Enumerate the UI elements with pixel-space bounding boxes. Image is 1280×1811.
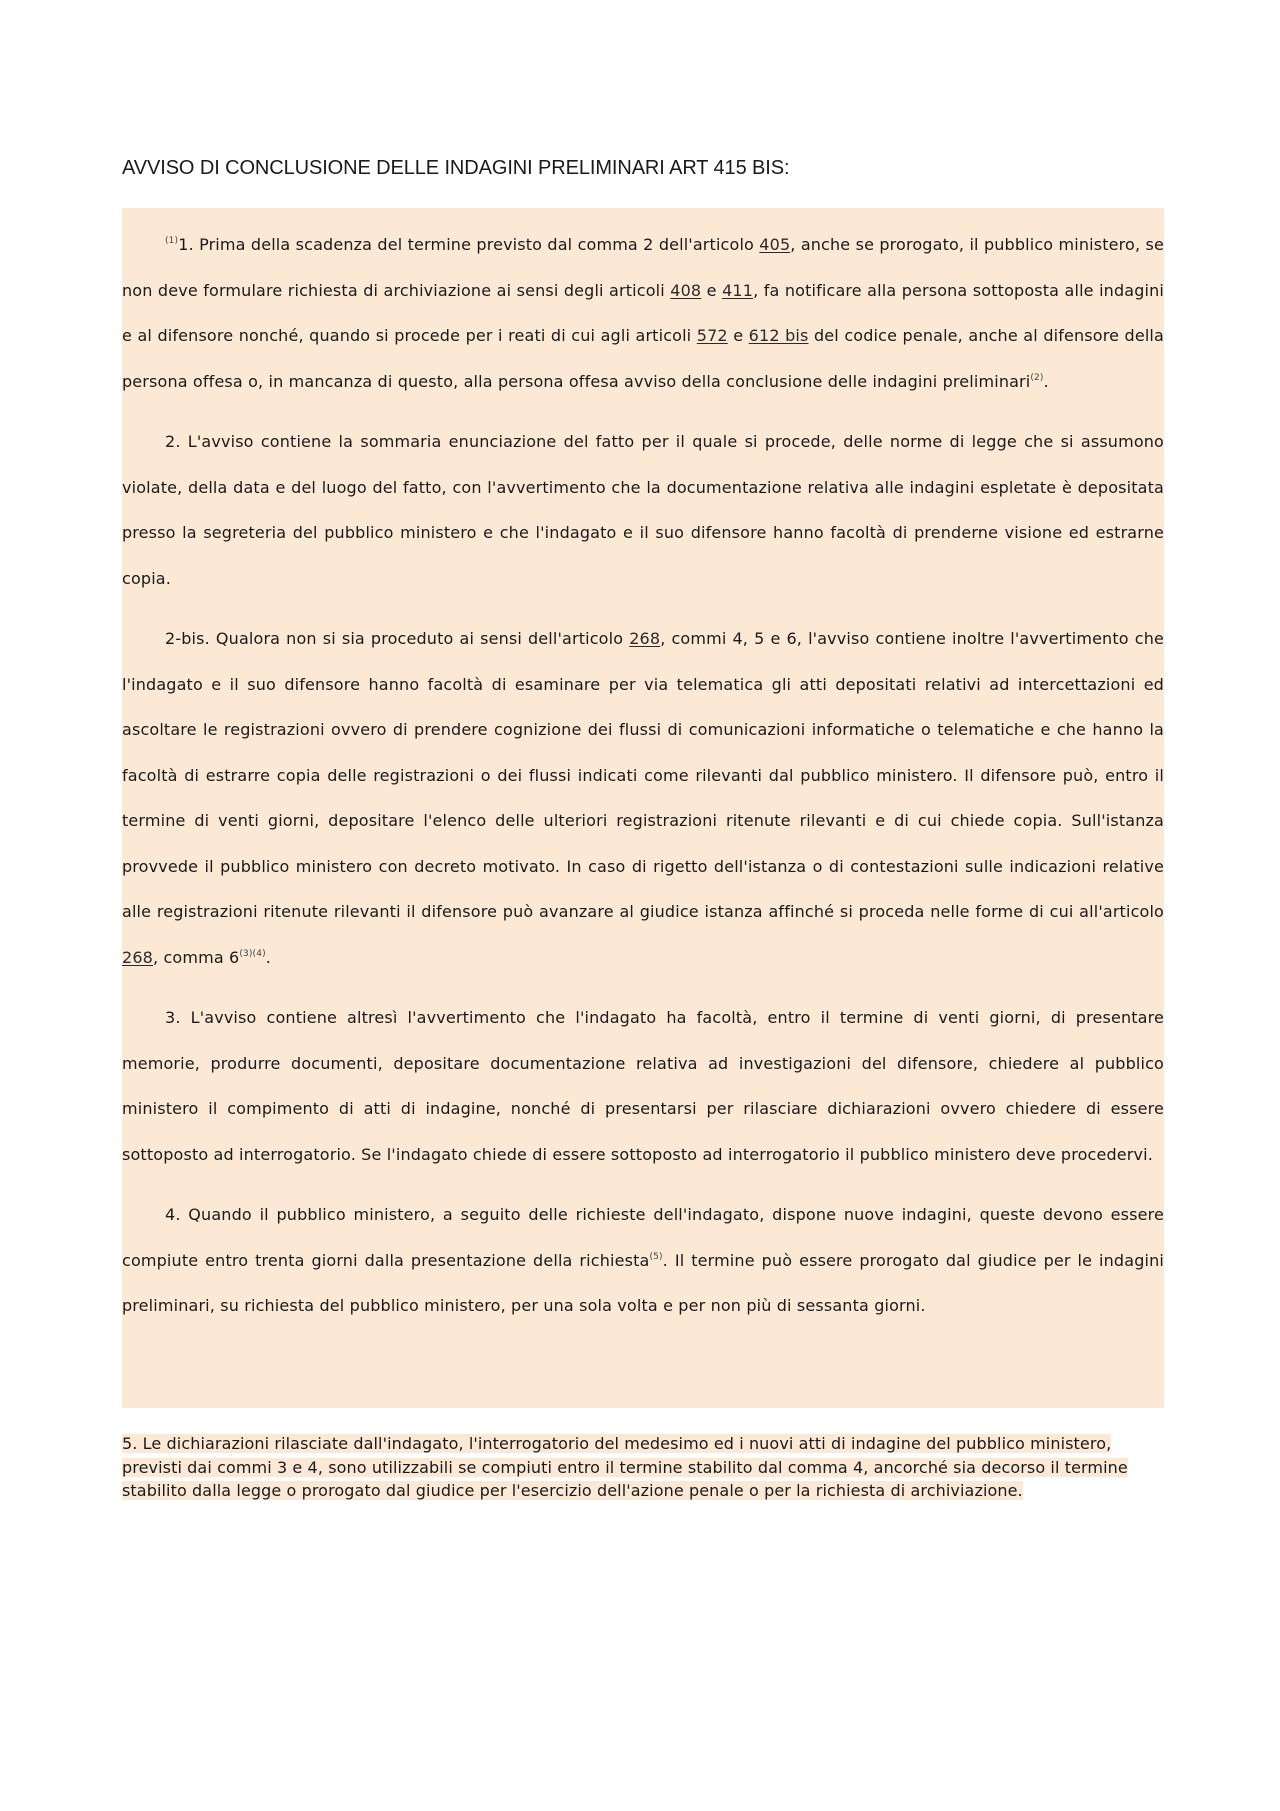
paragraph-1-text-f: del codice penale, anche al difensore della persona offesa o, in mancanza di questo, alla persona offesa avviso della conclusione delle indagini preliminari [122,326,1164,391]
link-article-268-second[interactable]: 268 [122,947,153,967]
link-article-408[interactable]: 408 [670,280,702,300]
paragraph-2-bis-text-b: , commi 4, 5 e 6, l'avviso contiene inoltre l'avvertimento che l'indagato e il suo difensore hanno facoltà di esaminare per via telematica gli atti depositati relativi ad intercettazioni ed ascoltare le registrazioni ovvero di prendere cognizione dei flussi di comunicazioni informatiche o telematiche e che hanno la facoltà di estrarre copia delle registrazioni o dei flussi indicati come rilevanti dal pubblico ministero. Il difensore può, entro il termine di venti giorni, depositare l'elenco delle ulteriori registrazioni ritenute rilevanti e di cui chiede copia. Sull'istanza provvede il pubblico ministero con decreto motivato. In caso di rigetto dell'istanza o di contestazioni sulle indicazioni relative alle registrazioni ritenute rilevanti il difensore può avanzare al giudice istanza affinché si proceda nelle forme di cui all'articolo [122,629,1164,921]
link-article-268[interactable]: 268 [629,629,661,648]
paragraph-4 [122,1192,1164,1329]
page-title: AVVISO DI CONCLUSIONE DELLE INDAGINI PRELIMINARI ART 415 BIS: [122,157,790,179]
paragraph-2-bis [122,616,1164,980]
article-body [122,208,1164,1408]
link-article-405[interactable]: 405 [759,235,791,254]
paragraph-2-bis-text-c: , comma 6 [153,947,240,967]
paragraph-3: 3. L'avviso contiene altresì l'avvertimento che l'indagato ha facoltà, entro il termine di venti giorni, di presentare memorie, produrre documenti, depositare documentazione relativa ad investigazioni del difensore, chiedere al pubblico ministero il compimento di atti di indagine, nonché di presentarsi per rilasciare dichiarazioni ovvero chiedere di essere sottoposto ad interrogatorio. Se l'indagato chiede di essere sottoposto ad interrogatorio il pubblico ministero deve procedervi. [122,1008,1164,1164]
paragraph-2-bis-text-a: 2-bis. Qualora non si sia proceduto ai sensi dell'articolo [165,629,630,648]
paragraph-5-text: 5. Le dichiarazioni rilasciate dall'indagato, l'interrogatorio del medesimo ed i nuovi atti di indagine del pubblico ministero, previsti dai commi 3 e 4, sono utilizzabili se compiuti entro il termine stabilito dal comma 4, ancorché sia decorso il termine stabilito dalla legge o prorogato dal giudice per l'esercizio dell'azione penale o per la richiesta di archiviazione. [122,1434,1128,1500]
footnote-ref-2[interactable]: (2) [1030,372,1044,383]
link-article-572[interactable]: 572 [696,326,728,345]
paragraph-2-bis-text-d: . [265,947,272,967]
paragraph-1-text-b: , anche se prorogato, il pubblico ministero, se non deve formulare richiesta di archiviazione ai sensi degli articoli [122,235,1164,300]
paragraph-1 [122,222,1164,404]
footnote-ref-3-4[interactable]: (3)(4) [239,948,266,959]
link-article-612-bis[interactable]: 612 bis [748,326,809,345]
paragraph-1-text-d: , fa notificare alla persona sottoposta alle indagini e al difensore nonché, quando si procede per i reati di cui agli articoli [122,280,1165,345]
paragraph-1-text-g: . [1043,371,1049,391]
paragraph-1-text-c: e [701,280,723,300]
paragraph-4-text-b: . Il termine può essere prorogato dal giudice per le indagini preliminari, su richiesta del pubblico ministero, per una sola volta e per non più di sessanta giorni. [122,1250,1164,1315]
paragraph-2: 2. L'avviso contiene la sommaria enunciazione del fatto per il quale si procede, delle norme di legge che si assumono violate, della data e del luogo del fatto, con l'avvertimento che la documentazione relativa alle indagini espletate è depositata presso la segreteria del pubblico ministero e che l'indagato e il suo difensore hanno facoltà di prenderne visione ed estrarne copia. [122,432,1164,588]
paragraph-5 [122,1432,1164,1503]
paragraph-1-text-e: e [727,326,749,345]
paragraph-1-text-a: 1. Prima della scadenza del termine previsto dal comma 2 dell'articolo [178,235,760,254]
paragraph-4-text-a: 4. Quando il pubblico ministero, a seguito delle richieste dell'indagato, dispone nuove indagini, queste devono essere compiute entro trenta giorni dalla presentazione della richiesta [122,1205,1164,1270]
footnote-ref-5[interactable]: (5) [649,1251,663,1262]
footnote-ref-1[interactable]: (1) [165,236,179,246]
link-article-411[interactable]: 411 [722,280,754,300]
